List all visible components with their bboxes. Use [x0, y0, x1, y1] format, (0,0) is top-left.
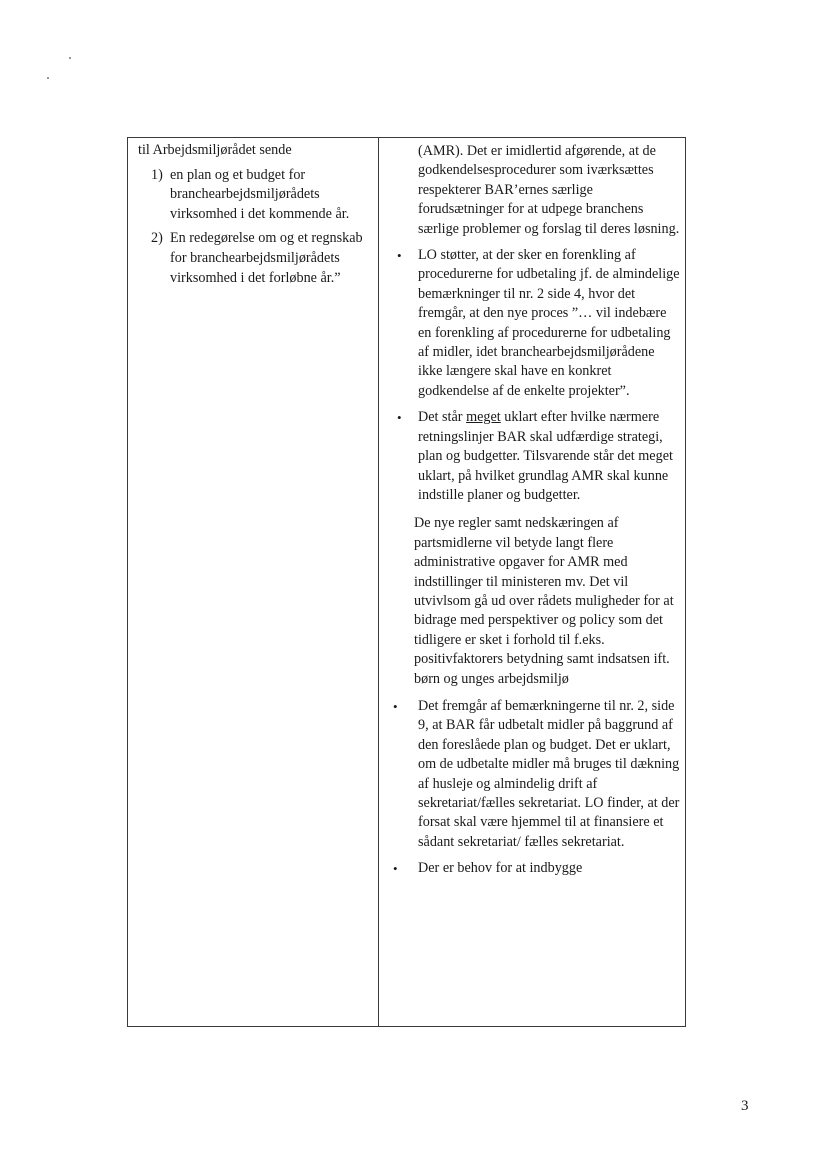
- underlined-word: meget: [466, 409, 501, 426]
- bullet-item: [390, 697, 680, 852]
- bullet-text-pre: Det står: [418, 409, 467, 426]
- bullet-text: [418, 408, 680, 505]
- bullet-icon: •: [397, 410, 402, 426]
- bullet-icon: •: [397, 248, 402, 264]
- item-text: en plan og et budget for branchearbejdsmiljørådets virksomhed i det kommende år.: [170, 166, 350, 222]
- numbered-item: [138, 166, 378, 225]
- item-number: 1): [151, 166, 163, 183]
- scan-speck: [69, 57, 71, 59]
- column-divider: [378, 138, 379, 1026]
- item-text: En redegørelse om og et regnskab for branchearbejdsmiljørådets virksomhed i det forløbne år.”: [170, 230, 363, 286]
- numbered-item: [138, 229, 378, 288]
- bullet-icon: •: [393, 861, 398, 877]
- scan-speck: [47, 77, 49, 79]
- bullet-item: [394, 246, 680, 401]
- bullet-icon: •: [393, 698, 398, 714]
- bullet-text: LO støtter, at der sker en forenkling af procedurerne for udbetaling jf. de almindelige bemærkninger til nr. 2 side 4, hvor det fremgår, at den nye proces ”… vil indebære en forenkling af procedurerne for udbetaling af midler, idet branchearbejdsmiljørådene ikke længere skal have en konkret godkendelse af de enkelte projekter”.: [418, 247, 680, 399]
- left-column: [138, 141, 378, 288]
- left-intro: til Arbejdsmiljørådet sende: [138, 142, 292, 158]
- page-number: 3: [741, 1098, 749, 1114]
- bullet-item: [390, 859, 680, 878]
- bullet-text: Der er behov for at indbygge: [418, 860, 583, 877]
- bullet-text-post: uklart efter hvilke nærmere retningslinjer BAR skal udfærdige strategi, plan og budgetter. Tilsvarende står det meget uklart, på hvilket grundlag AMR skal kunne indstille planer og budgetter.: [418, 409, 673, 503]
- right-column: [393, 142, 680, 879]
- comment-table: [127, 137, 686, 1027]
- item-number: 2): [151, 230, 163, 247]
- continuation-text: (AMR). Det er imidlertid afgørende, at de godkendelsesprocedurer som iværksættes respekterer BAR’ernes særlige forudsætninger for at udpege branchens særlige problemer og forslag til deres løsning.: [418, 143, 680, 237]
- paragraph-text: De nye regler samt nedskæringen af partsmidlerne vil betyde langt flere administrative opgaver for AMR med indstillinger til ministeren mv. Det vil utvivlsom gå ud over rådets muligheder for at bidrage med perspektiver og policy som det tidligere er sket i forhold til f.eks. positivfaktorers betydning samt indsatsen ift. børn og unges arbejdsmiljø: [414, 515, 674, 687]
- bullet-text: Det fremgår af bemærkningerne til nr. 2, side 9, at BAR får udbetalt midler på baggrund af den foreslåede plan og budget. Det er uklart, om de udbetalte midler må bruges til dækning af husleje og almindelig drift af sekretariat/fælles sekretariat. LO finder, at der forsat skal være hjemmel til at finansiere et sådant sekretariat/ fælles sekretariat.: [418, 697, 680, 850]
- bullet-item: [394, 408, 680, 505]
